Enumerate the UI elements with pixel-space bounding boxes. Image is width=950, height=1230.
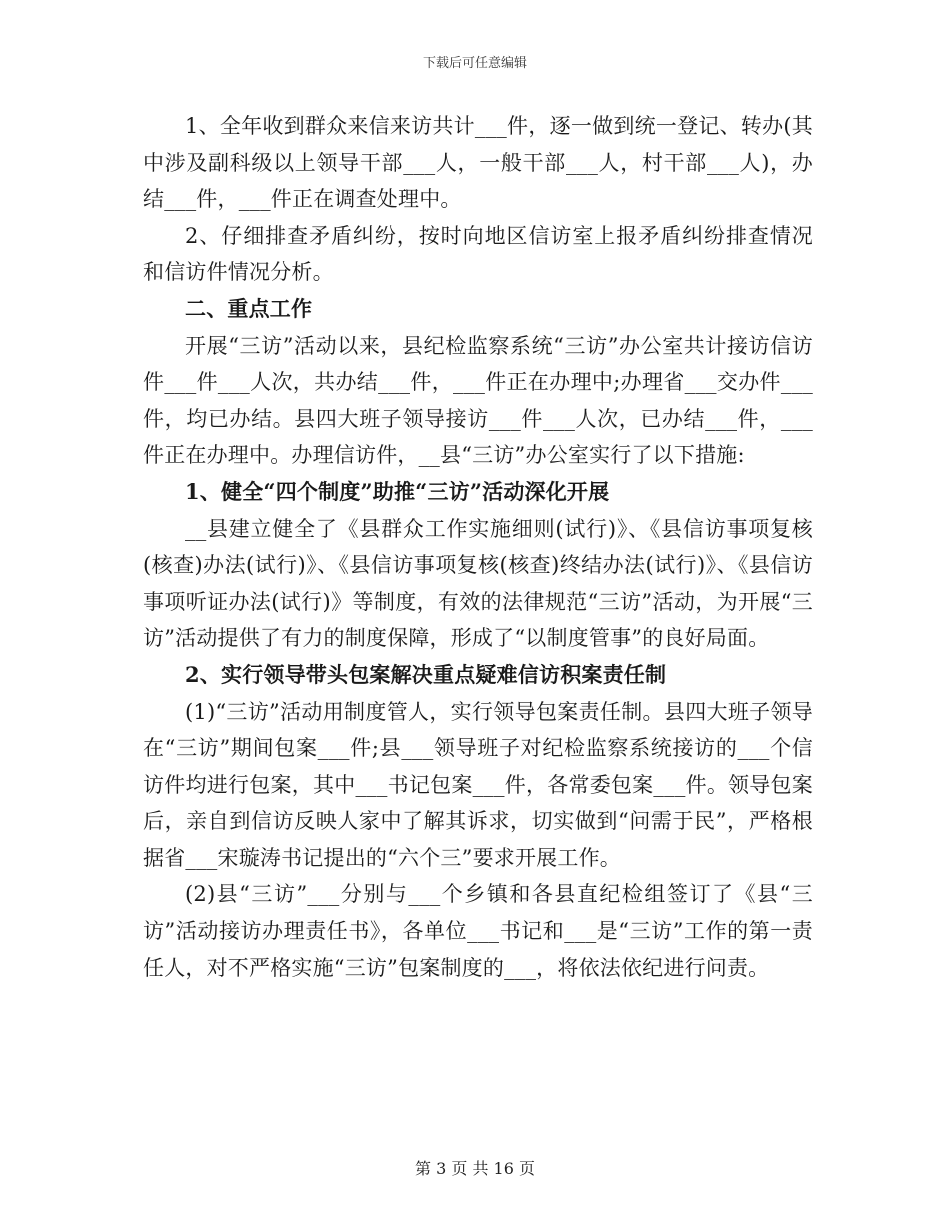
page-footer: 第 3 页 共 16 页 [415,1159,535,1178]
paragraph-4: __县建立健全了《县群众工作实施细则(试行)》、《县信访事项复核(核查)办法(试行)》、《县信访事项复核(核查)终结办法(试行)》、《县信访事项听证办法(试行)》等制度，有效的法律规范“三访”活动，为开展“三访”活动提供了有力的制度保障，形成了“以制度管事”的良好局面。 [143,516,813,651]
paragraph-5: (1)“三访”活动用制度管人，实行领导包案责任制。县四大班子领导在“三访”期间包案___件;县___领导班子对纪检监察系统接访的___个信访件均进行包案，其中___书记包案___件，各常委包案___件。领导包案后，亲自到信访反映人家中了解其诉求，切实做到“问需于民”，严格根据省___宋璇涛书记提出的“六个三”要求开展工作。 [143,699,813,870]
subheading-leader-responsibility: 2、实行领导带头包案解决重点疑难信访积案责任制 [185,661,667,687]
paragraph-2: 2、仔细排查矛盾纠纷，按时向地区信访室上报矛盾纠纷排查情况和信访件情况分析。 [143,223,813,285]
paragraph-3: 开展“三访”活动以来，县纪检监察系统“三访”办公室共计接访信访件___件___人次，共办结___件，___件正在办理中;办理省___交办件___件，均已办结。县四大班子领导接访___件___人次，已办结___件，___件正在办理中。办理信访件，__县“三访”办公室实行了以下措施: [143,333,813,468]
section-heading-key-work: 二、重点工作 [185,295,313,321]
paragraph-6: (2)县“三访”___分别与___个乡镇和各县直纪检组签订了《县“三访”活动接访办理责任书》，各单位___书记和___是“三访”工作的第一责任人，对不严格实施“三访”包案制度的___，将依法依纪进行问责。 [143,882,813,980]
page-header: 下载后可任意编辑 [422,56,527,71]
document-body [143,108,813,986]
paragraph-1: 1、全年收到群众来信来访共计___件，逐一做到统一登记、转办(其中涉及副科级以上领导干部___人，一般干部___人，村干部___人)，办结___件，___件正在调查处理中。 [143,114,813,212]
subheading-four-systems: 1、健全“四个制度”助推“三访”活动深化开展 [185,478,610,504]
